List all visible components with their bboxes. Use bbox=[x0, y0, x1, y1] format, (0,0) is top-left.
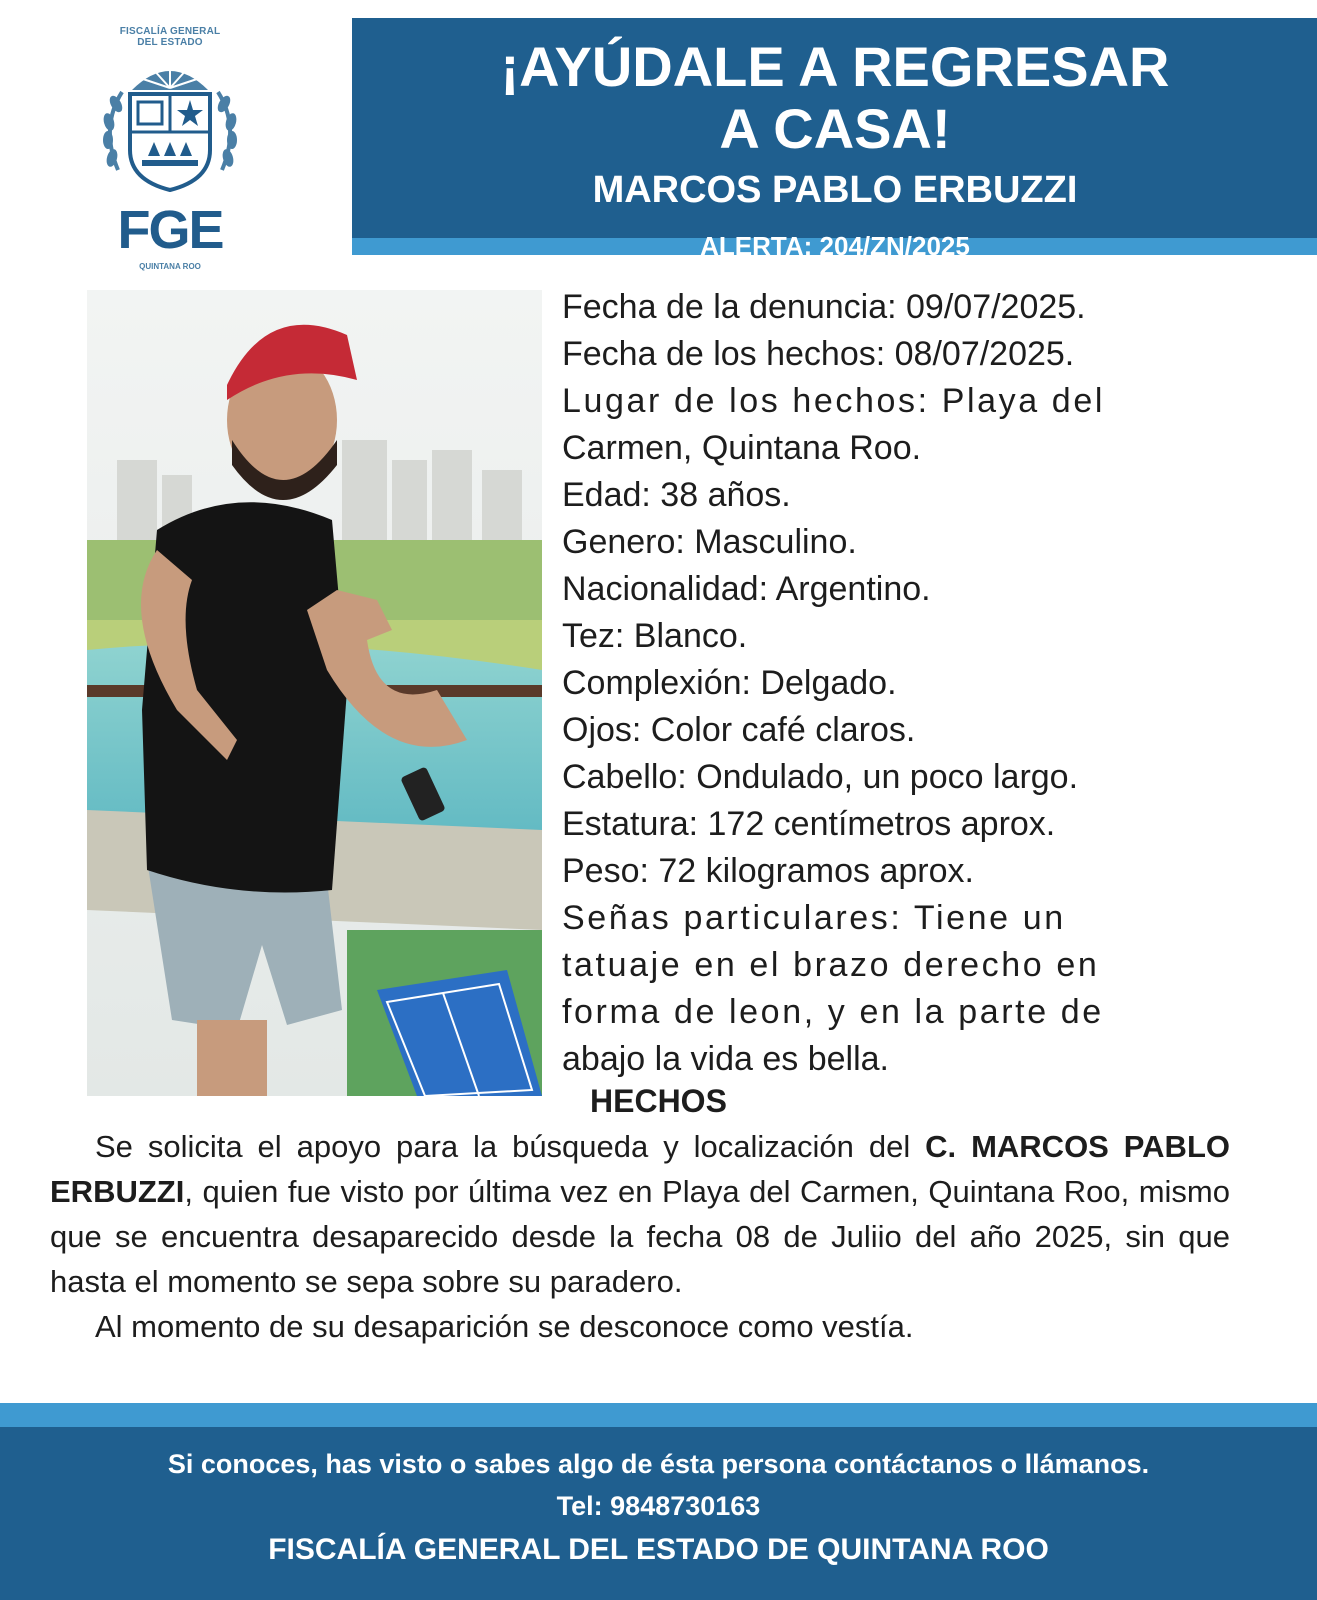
detail-genero: Genero: Masculino. bbox=[562, 523, 857, 561]
detail-tez: Tez: Blanco. bbox=[562, 617, 748, 655]
alert-number: ALERTA: 204/ZN/2025 bbox=[700, 231, 970, 261]
detail-fecha-denuncia: Fecha de la denuncia: 09/07/2025. bbox=[562, 288, 1086, 326]
footer-agency-name: FISCALÍA GENERAL DEL ESTADO DE QUINTANA ROO bbox=[268, 1533, 1049, 1566]
detail-nacionalidad: Nacionalidad: Argentino. bbox=[562, 570, 931, 608]
missing-person-photo bbox=[87, 290, 542, 1096]
fge-logo bbox=[78, 22, 262, 271]
detail-cabello: Cabello: Ondulado, un poco largo. bbox=[562, 758, 1079, 796]
logo-top-text: FISCALÍA GENERAL DEL ESTADO bbox=[119, 26, 221, 48]
detail-ojos: Ojos: Color café claros. bbox=[562, 711, 916, 749]
hechos-p1-end: , quien fue visto por última vez en Playa del Carmen, Quintana Roo, mismo que se encuentra desaparecido desde la fecha 08 de Juliio del año 2025, sin que hasta el momento se sepa sobre su paradero. bbox=[50, 1174, 1230, 1299]
detail-complexion: Complexión: Delgado. bbox=[562, 664, 897, 702]
hechos-p1-start: Se solicita el apoyo para la búsqueda y localización del bbox=[95, 1129, 926, 1164]
page-title bbox=[352, 36, 1317, 160]
hechos-p1-name: C. MARCOS PABLO ERBUZZI bbox=[50, 1129, 1230, 1209]
detail-senas-line-1: Señas particulares: Tiene un bbox=[562, 899, 1066, 937]
detail-edad: Edad: 38 años. bbox=[562, 476, 791, 514]
detail-lugar-line-2: Carmen, Quintana Roo. bbox=[562, 429, 922, 467]
title-line-1: ¡AYÚDALE A REGRESAR bbox=[500, 35, 1170, 98]
footer-banner bbox=[0, 1427, 1317, 1600]
title-line-2: A CASA! bbox=[719, 97, 951, 160]
person-details bbox=[562, 284, 1242, 1083]
detail-senas-line-4: abajo la vida es bella. bbox=[562, 1040, 890, 1078]
detail-lugar-line-1: Lugar de los hechos: Playa del bbox=[562, 382, 1105, 420]
hechos-heading: HECHOS bbox=[590, 1083, 727, 1119]
detail-senas-line-2: tatuaje en el brazo derecho en bbox=[562, 946, 1100, 984]
hechos-narrative bbox=[50, 1124, 1230, 1349]
hechos-paragraph-2: Al momento de su desaparición se desconoce como vestía. bbox=[95, 1309, 914, 1344]
footer-phone: Tel: 9848730163 bbox=[556, 1491, 761, 1521]
footer-contact-request: Si conoces, has visto o sabes algo de ésta persona contáctanos o llámanos. bbox=[167, 1449, 1150, 1479]
logo-bottom-text: QUINTANA ROO bbox=[139, 262, 201, 271]
header-banner bbox=[352, 18, 1317, 261]
footer-accent-strip bbox=[0, 1403, 1317, 1427]
coat-of-arms-icon bbox=[92, 52, 248, 202]
missing-person-name: MARCOS PABLO ERBUZZI bbox=[592, 169, 1078, 211]
logo-acronym: FGE bbox=[117, 200, 223, 260]
detail-fecha-hechos: Fecha de los hechos: 08/07/2025. bbox=[562, 335, 1075, 373]
detail-estatura: Estatura: 172 centímetros aprox. bbox=[562, 805, 1056, 843]
detail-peso: Peso: 72 kilogramos aprox. bbox=[562, 852, 974, 890]
detail-senas-line-3: forma de leon, y en la parte de bbox=[562, 993, 1104, 1031]
hechos-paragraph-1 bbox=[50, 1124, 1230, 1304]
